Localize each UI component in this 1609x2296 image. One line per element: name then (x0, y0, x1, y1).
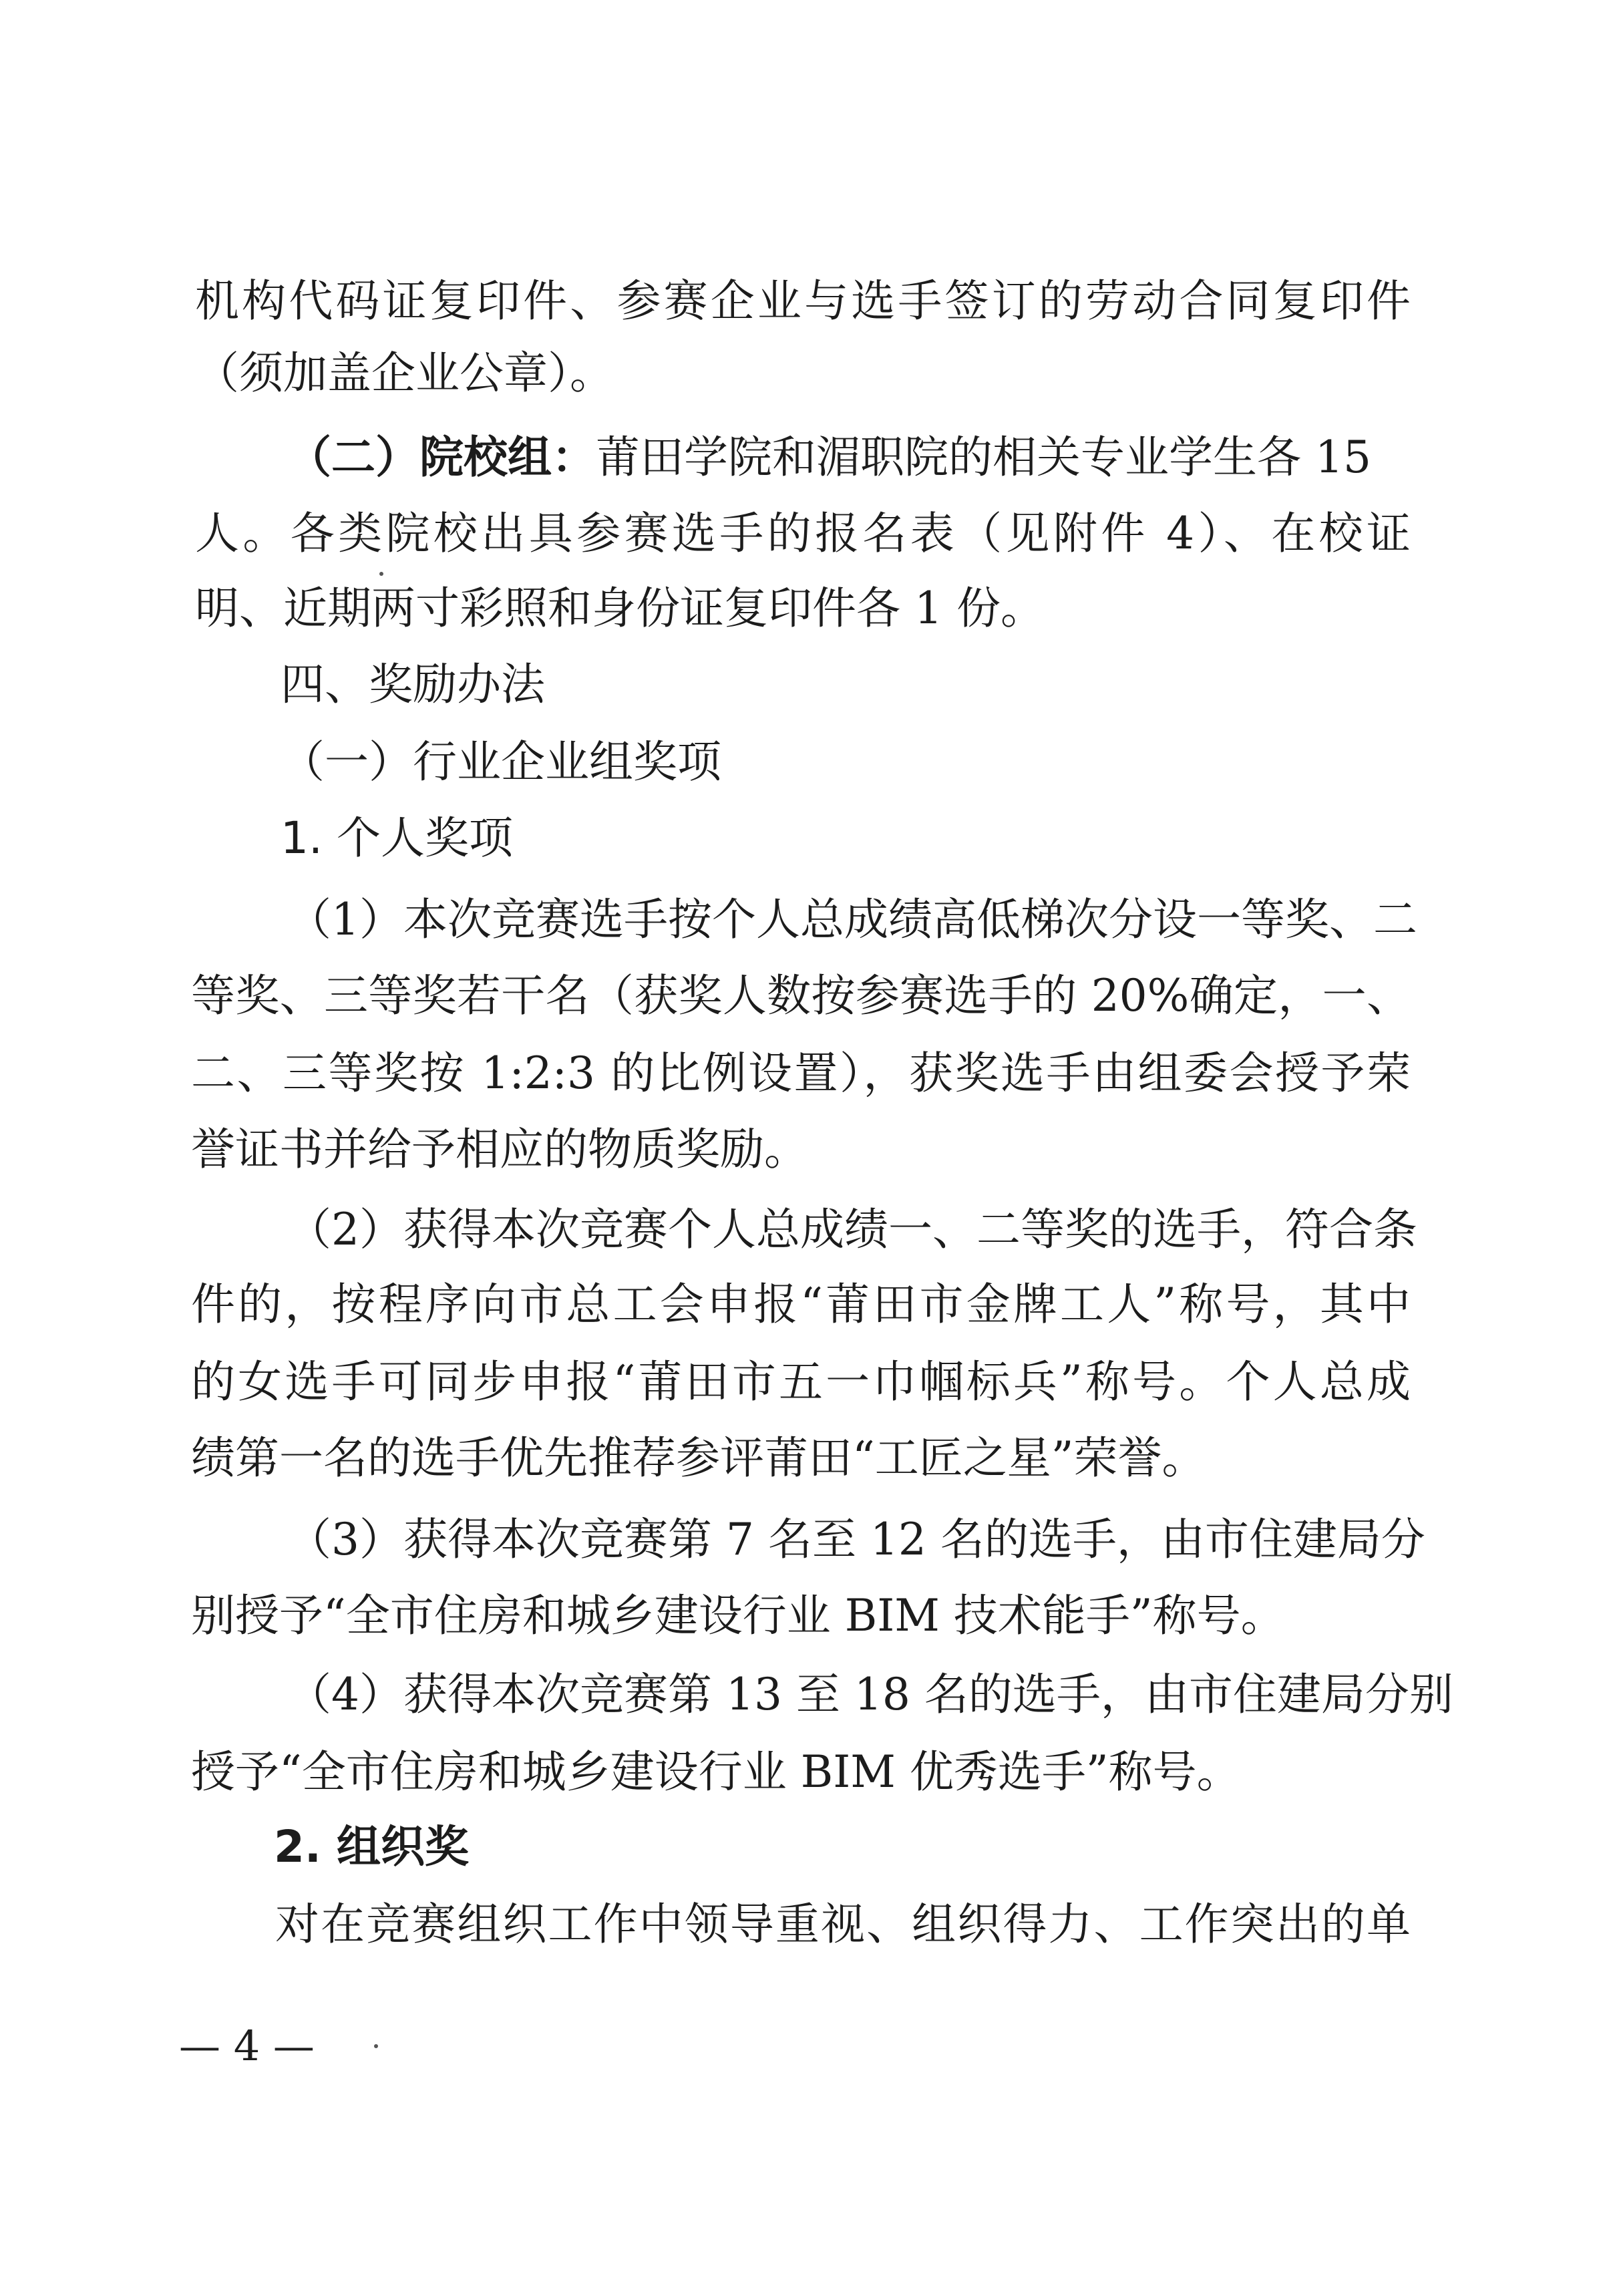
scan-speck (374, 2044, 378, 2048)
paragraph-line: 二、三等奖按 1:2:3 的比例设置），获奖选手由组委会授予荣 (191, 1047, 1411, 1099)
paragraph-line: 誉证书并给予相应的物质奖励。 (191, 1124, 808, 1175)
inline-bold-label: （二）院校组： (287, 432, 596, 483)
paragraph-line: 件的，按程序向市总工会申报“莆田市金牌工人”称号，其中 (191, 1279, 1411, 1330)
paragraph-line: 授予“全市住房和城乡建设行业 BIM 优秀选手”称号。 (191, 1746, 1241, 1798)
item-heading: 2. 组织奖 (274, 1821, 469, 1872)
page-number: — 4 — (179, 2021, 315, 2070)
paragraph-line: 明、近期两寸彩照和身份证复印件各 1 份。 (195, 583, 1045, 634)
paragraph-line: 等奖、三等奖若干名（获奖人数按参赛选手的 20%确定，一、 (191, 970, 1411, 1021)
scan-speck (379, 572, 383, 576)
paragraph-line: （2）获得本次竞赛个人总成绩一、二等奖的选手，符合条 (287, 1204, 1417, 1255)
paragraph-line: （3）获得本次竞赛第 7 名至 12 名的选手，由市住建局分 (287, 1514, 1425, 1565)
inline-text: 莆田学院和湄职院的相关专业学生各 15 (596, 432, 1371, 483)
paragraph-line: 机构代码证复印件、参赛企业与选手签订的劳动合同复印件 (195, 275, 1411, 327)
paragraph-line: 对在竞赛组织工作中领导重视、组织得力、工作突出的单 (275, 1899, 1411, 1950)
paragraph-line (287, 418, 1411, 497)
section-heading: 四、奖励办法 (281, 659, 545, 710)
subsection-heading: （一）行业企业组奖项 (281, 736, 721, 788)
paragraph-line: （须加盖企业公章）。 (195, 347, 614, 399)
paragraph-line: 人。各类院校出具参赛选手的报名表（见附件 4）、在校证 (195, 508, 1411, 559)
paragraph-line: （4）获得本次竞赛第 13 至 18 名的选手，由市住建局分别 (287, 1669, 1453, 1720)
paragraph-line: 的女选手可同步申报“莆田市五一巾帼标兵”称号。个人总成 (191, 1356, 1411, 1408)
paragraph-line: （1）本次竞赛选手按个人总成绩高低梯次分设一等奖、二 (287, 894, 1417, 945)
paragraph-line: 绩第一名的选手优先推荐参评莆田“工匠之星”荣誉。 (191, 1432, 1206, 1484)
item-heading: 1. 个人奖项 (281, 812, 513, 864)
paragraph-line: 别授予“全市住房和城乡建设行业 BIM 技术能手”称号。 (191, 1590, 1285, 1641)
